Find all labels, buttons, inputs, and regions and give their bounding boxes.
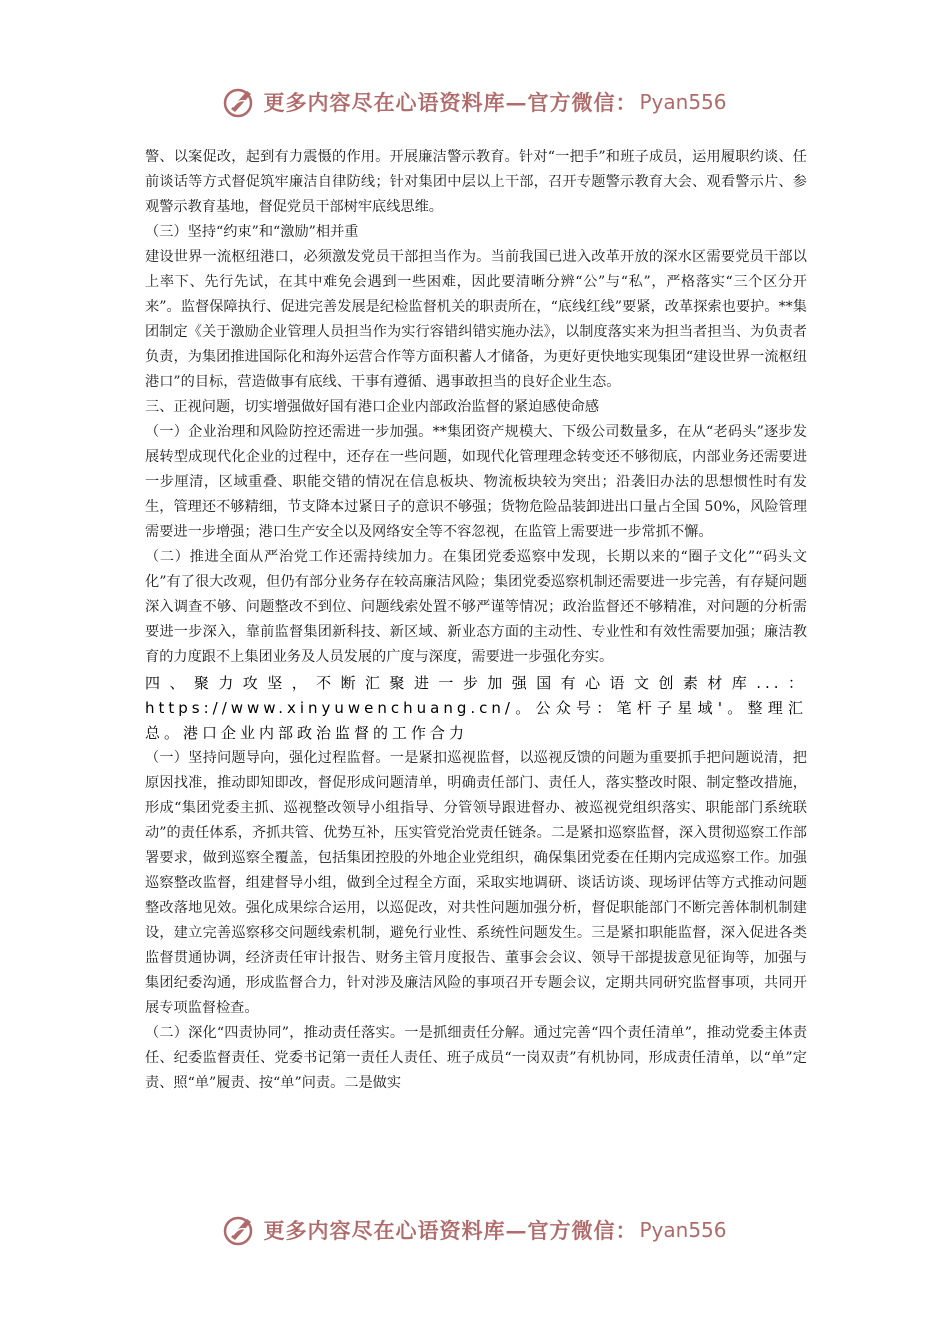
paragraph: 警、以案促改，起到有力震慑的作用。开展廉洁警示教育。针对“一把手”和班子成员，运用履职约谈、任前谈话等方式督促筑牢廉洁自律防线；针对集团中层以上干部，召开专题警示教育大会、观看警示片、参观警示教育基地，督促党员干部树牢底线思维。: [145, 149, 807, 215]
footer-banner-wechat: Pyan556: [639, 1218, 727, 1242]
pen-logo-icon: [223, 1213, 257, 1247]
header-banner-text: 更多内容尽在心语资料库—官方微信：: [263, 90, 638, 115]
footer-banner-text: 更多内容尽在心语资料库—官方微信：: [263, 1218, 638, 1243]
document-body: [145, 145, 807, 1096]
section-heading: 三、正视问题，切实增强做好国有港口企业内部政治监督的紧迫感使命感: [145, 399, 600, 415]
paragraph: （二）深化“四责协同”，推动责任落实。一是抓细责任分解。通过完善“四个责任清单”，推动党委主体责任、纪委监督责任、党委书记第一责任人责任、班子成员“一岗双责”有机协同，形成责任清单，以“单”定责、照“单”履责、按“单”问责。二是做实: [145, 1025, 808, 1091]
paragraph: 建设世界一流枢纽港口，必须激发党员干部担当作为。当前我国已进入改革开放的深水区需要党员干部以上率下、先行先试，在其中难免会遇到一些困难，因此要清晰分辨“公”与“私”，严格落实“三个区分开来”。监督保障执行、促进完善发展是纪检监督机关的职责所在，“底线红线”要紧，改革探索也要护。**集团制定《关于激励企业管理人员担当作为实行容错纠错实施办法》，以制度落实来为担当者担当、为负责者负责，为集团推进国际化和海外运营合作等方面积蓄人才储备，为更好更快地实现集团“建设世界一流枢纽港口”的目标，营造做事有底线、干事有遵循、遇事敢担当的良好企业生态。: [145, 249, 807, 390]
paragraph: （二）推进全面从严治党工作还需持续加力。在集团党委巡察中发现，长期以来的“圈子文化”“码头文化”有了很大改观，但仍有部分业务存在较高廉洁风险；集团党委巡察机制还需要进一步完善，有存疑问题深入调查不够、问题整改不到位、问题线索处置不够严谨等情况；政治监督还不够精准，对问题的分析需要进一步深入，靠前监督集团新科技、新区域、新业态方面的主动性、专业性和有效性需要加强；廉洁教育的力度跟不上集团业务及人员发展的广度与深度，需要进一步强化夯实。: [145, 549, 807, 665]
section-heading-4: 四、聚力攻坚，不断汇聚进一步加强国有心语文创素材库...：https://www.xinyuwenchuang.cn/。公众号：笔杆子星域'。整理汇总。港口企业内部政治监督的工作合力: [145, 674, 807, 742]
header-banner: [0, 80, 950, 124]
header-banner-wechat: Pyan556: [639, 90, 727, 114]
pen-logo-icon: [223, 85, 257, 119]
paragraph: （一）坚持问题导向，强化过程监督。一是紧扣巡视监督，以巡视反馈的问题为重要抓手把问题说清，把原因找准，推动即知即改，督促形成问题清单，明确责任部门、责任人，落实整改时限、制定整改措施，形成“集团党委主抓、巡视整改领导小组指导、分管领导跟进督办、被巡视党组织落实、职能部门系统联动”的责任体系，齐抓共管、优势互补，压实管党治党责任链条。二是紧扣巡察监督，深入贯彻巡察工作部署要求，做到巡察全覆盖，包括集团控股的外地企业党组织，确保集团党委在任期内完成巡察工作。加强巡察整改监督，组建督导小组，做到全过程全方面，采取实地调研、谈话访谈、现场评估等方式推动问题整改落地见效。强化成果综合运用，以巡促改，对共性问题加强分析，督促职能部门不断完善体制机制建设，建立完善巡察移交问题线索机制，避免行业性、系统性问题发生。三是紧扣职能监督，深入促进各类监督贯通协调，经济责任审计报告、财务主管月度报告、董事会会议、领导干部提拔意见征询等，加强与集团纪委沟通，形成监督合力，针对涉及廉洁风险的事项召开专题会议，定期共同研究监督事项，共同开展专项监督检查。: [145, 750, 807, 1016]
footer-banner: [0, 1208, 950, 1252]
subheading: （三）坚持“约束”和“激励”相并重: [145, 224, 359, 240]
paragraph: （一）企业治理和风险防控还需进一步加强。**集团资产规模大、下级公司数量多，在从“老码头”逐步发展转型成现代化企业的过程中，还存在一些问题，如现代化管理理念转变还不够彻底，内部业务还需要进一步厘清，区域重叠、职能交错的情况在信息板块、物流板块较为突出；沿袭旧办法的思想惯性时有发生，管理还不够精细，节支降本过紧日子的意识不够强；货物危险品装卸进出口量占全国 50%，风险管理需要进一步增强；港口生产安全以及网络安全等不容忽视，在监管上需要进一步常抓不懈。: [145, 424, 807, 540]
